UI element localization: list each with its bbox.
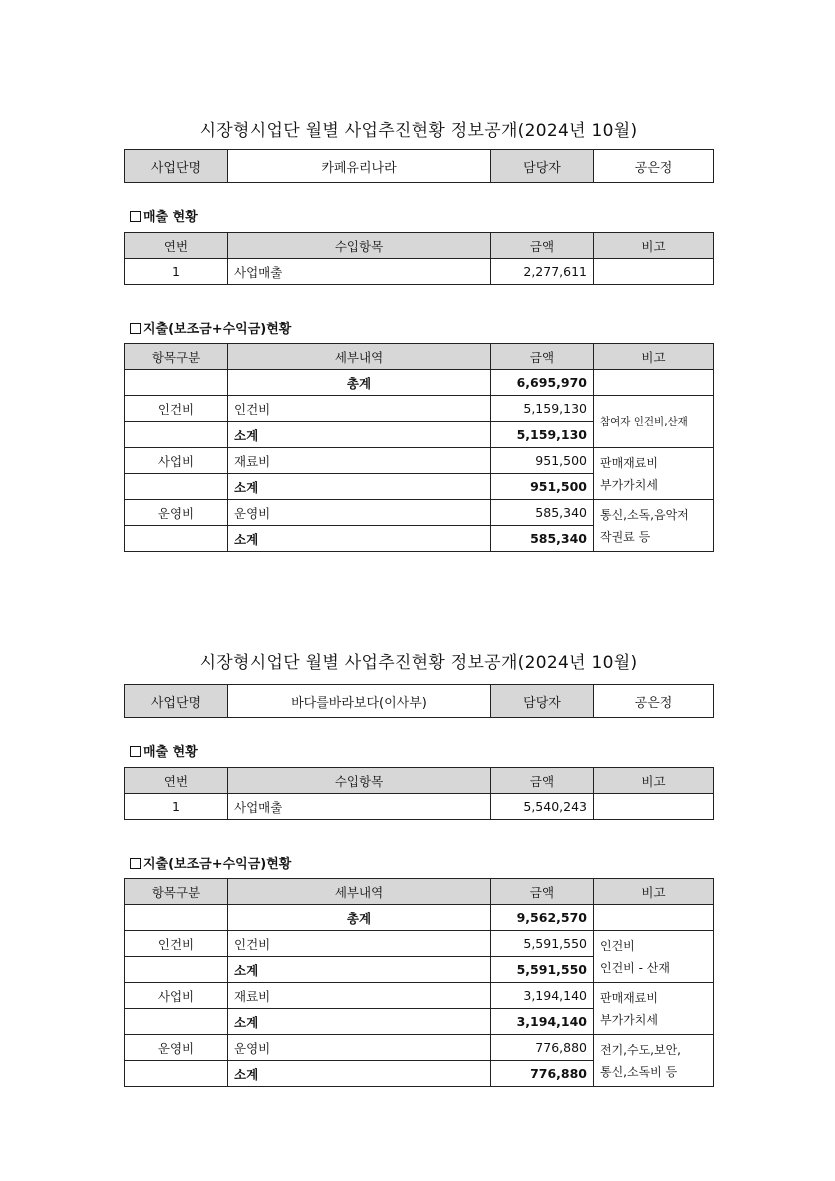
total-amount: 9,562,570 — [491, 905, 594, 931]
detail: 인건비 — [228, 931, 491, 957]
amount: 776,880 — [491, 1035, 594, 1061]
income-item: 사업매출 — [228, 259, 491, 285]
checkbox-square-icon — [130, 323, 141, 334]
note: 판매재료비 부가가치세 — [594, 448, 714, 500]
detail: 재료비 — [228, 448, 491, 474]
amount: 5,591,550 — [491, 931, 594, 957]
col-header: 금액 — [491, 344, 594, 370]
sales-section-heading: 매출 현황 — [130, 741, 198, 760]
business-info-table — [124, 684, 714, 718]
manager-name: 공은정 — [594, 150, 714, 183]
report-title: 시장형시업단 월별 사업추진현황 정보공개(2024년 10월) — [199, 653, 638, 673]
expense-section-heading: 지출(보조금+수익금)현황 — [130, 853, 291, 872]
table-row — [125, 259, 714, 285]
subtotal-label: 소계 — [228, 526, 491, 552]
detail: 인건비 — [228, 396, 491, 422]
category: 사업비 — [125, 448, 228, 474]
subtotal-label: 소계 — [228, 422, 491, 448]
manager-label: 담당자 — [491, 150, 594, 183]
col-header: 연번 — [125, 768, 228, 794]
col-header: 금액 — [491, 768, 594, 794]
amount: 3,194,140 — [491, 983, 594, 1009]
col-header: 비고 — [594, 344, 714, 370]
detail: 운영비 — [228, 1035, 491, 1061]
note: 인건비 인건비 - 산재 — [594, 931, 714, 983]
col-header: 수입항목 — [228, 768, 491, 794]
subtotal-amount: 776,880 — [491, 1061, 594, 1087]
income-note — [594, 259, 714, 285]
amount: 5,159,130 — [491, 396, 594, 422]
category: 인건비 — [125, 931, 228, 957]
note: 판매재료비 부가가치세 — [594, 983, 714, 1035]
col-header: 수입항목 — [228, 233, 491, 259]
subtotal-amount: 585,340 — [491, 526, 594, 552]
category: 운영비 — [125, 1035, 228, 1061]
subtotal-label: 소계 — [228, 1061, 491, 1087]
expense-table — [124, 878, 714, 1087]
table-row — [125, 1035, 714, 1061]
col-header: 비고 — [594, 768, 714, 794]
detail: 재료비 — [228, 983, 491, 1009]
detail: 운영비 — [228, 500, 491, 526]
business-name-label: 사업단명 — [125, 150, 228, 183]
checkbox-square-icon — [130, 211, 141, 222]
table-row — [125, 794, 714, 820]
col-header: 비고 — [594, 233, 714, 259]
table-row — [125, 500, 714, 526]
manager-name: 공은정 — [594, 685, 714, 718]
col-header: 금액 — [491, 879, 594, 905]
subtotal-label: 소계 — [228, 474, 491, 500]
business-name-label: 사업단명 — [125, 685, 228, 718]
income-amount: 2,277,611 — [491, 259, 594, 285]
business-name: 카페유리나라 — [228, 150, 491, 183]
col-header: 세부내역 — [228, 879, 491, 905]
total-amount: 6,695,970 — [491, 370, 594, 396]
business-info-table — [124, 149, 714, 183]
category: 인건비 — [125, 396, 228, 422]
subtotal-amount: 951,500 — [491, 474, 594, 500]
note: 참여자 인건비,산재 — [594, 396, 714, 448]
income-note — [594, 794, 714, 820]
category: 사업비 — [125, 983, 228, 1009]
income-item: 사업매출 — [228, 794, 491, 820]
row-number: 1 — [125, 259, 228, 285]
col-header: 항목구분 — [125, 344, 228, 370]
income-amount: 5,540,243 — [491, 794, 594, 820]
table-row — [125, 396, 714, 422]
amount: 951,500 — [491, 448, 594, 474]
subtotal-label: 소계 — [228, 1009, 491, 1035]
total-label: 총계 — [228, 370, 491, 396]
table-row — [125, 448, 714, 474]
total-label: 총계 — [228, 905, 491, 931]
total-row — [125, 370, 714, 396]
manager-label: 담당자 — [491, 685, 594, 718]
category: 운영비 — [125, 500, 228, 526]
note: 전기,수도,보안, 통신,소독비 등 — [594, 1035, 714, 1087]
col-header: 금액 — [491, 233, 594, 259]
col-header: 비고 — [594, 879, 714, 905]
report-title: 시장형시업단 월별 사업추진현황 정보공개(2024년 10월) — [199, 121, 638, 141]
subtotal-amount: 5,591,550 — [491, 957, 594, 983]
expense-table — [124, 343, 714, 552]
checkbox-square-icon — [130, 746, 141, 757]
amount: 585,340 — [491, 500, 594, 526]
row-number: 1 — [125, 794, 228, 820]
subtotal-label: 소계 — [228, 957, 491, 983]
sales-table — [124, 767, 714, 820]
table-row — [125, 983, 714, 1009]
col-header: 세부내역 — [228, 344, 491, 370]
sales-section-heading: 매출 현황 — [130, 206, 198, 225]
business-name: 바다를바라보다(이사부) — [228, 685, 491, 718]
subtotal-amount: 5,159,130 — [491, 422, 594, 448]
col-header: 항목구분 — [125, 879, 228, 905]
note: 통신,소독,음악저 작권료 등 — [594, 500, 714, 552]
table-row — [125, 931, 714, 957]
expense-section-heading: 지출(보조금+수익금)현황 — [130, 318, 291, 337]
subtotal-amount: 3,194,140 — [491, 1009, 594, 1035]
total-row — [125, 905, 714, 931]
sales-table — [124, 232, 714, 285]
col-header: 연번 — [125, 233, 228, 259]
checkbox-square-icon — [130, 858, 141, 869]
